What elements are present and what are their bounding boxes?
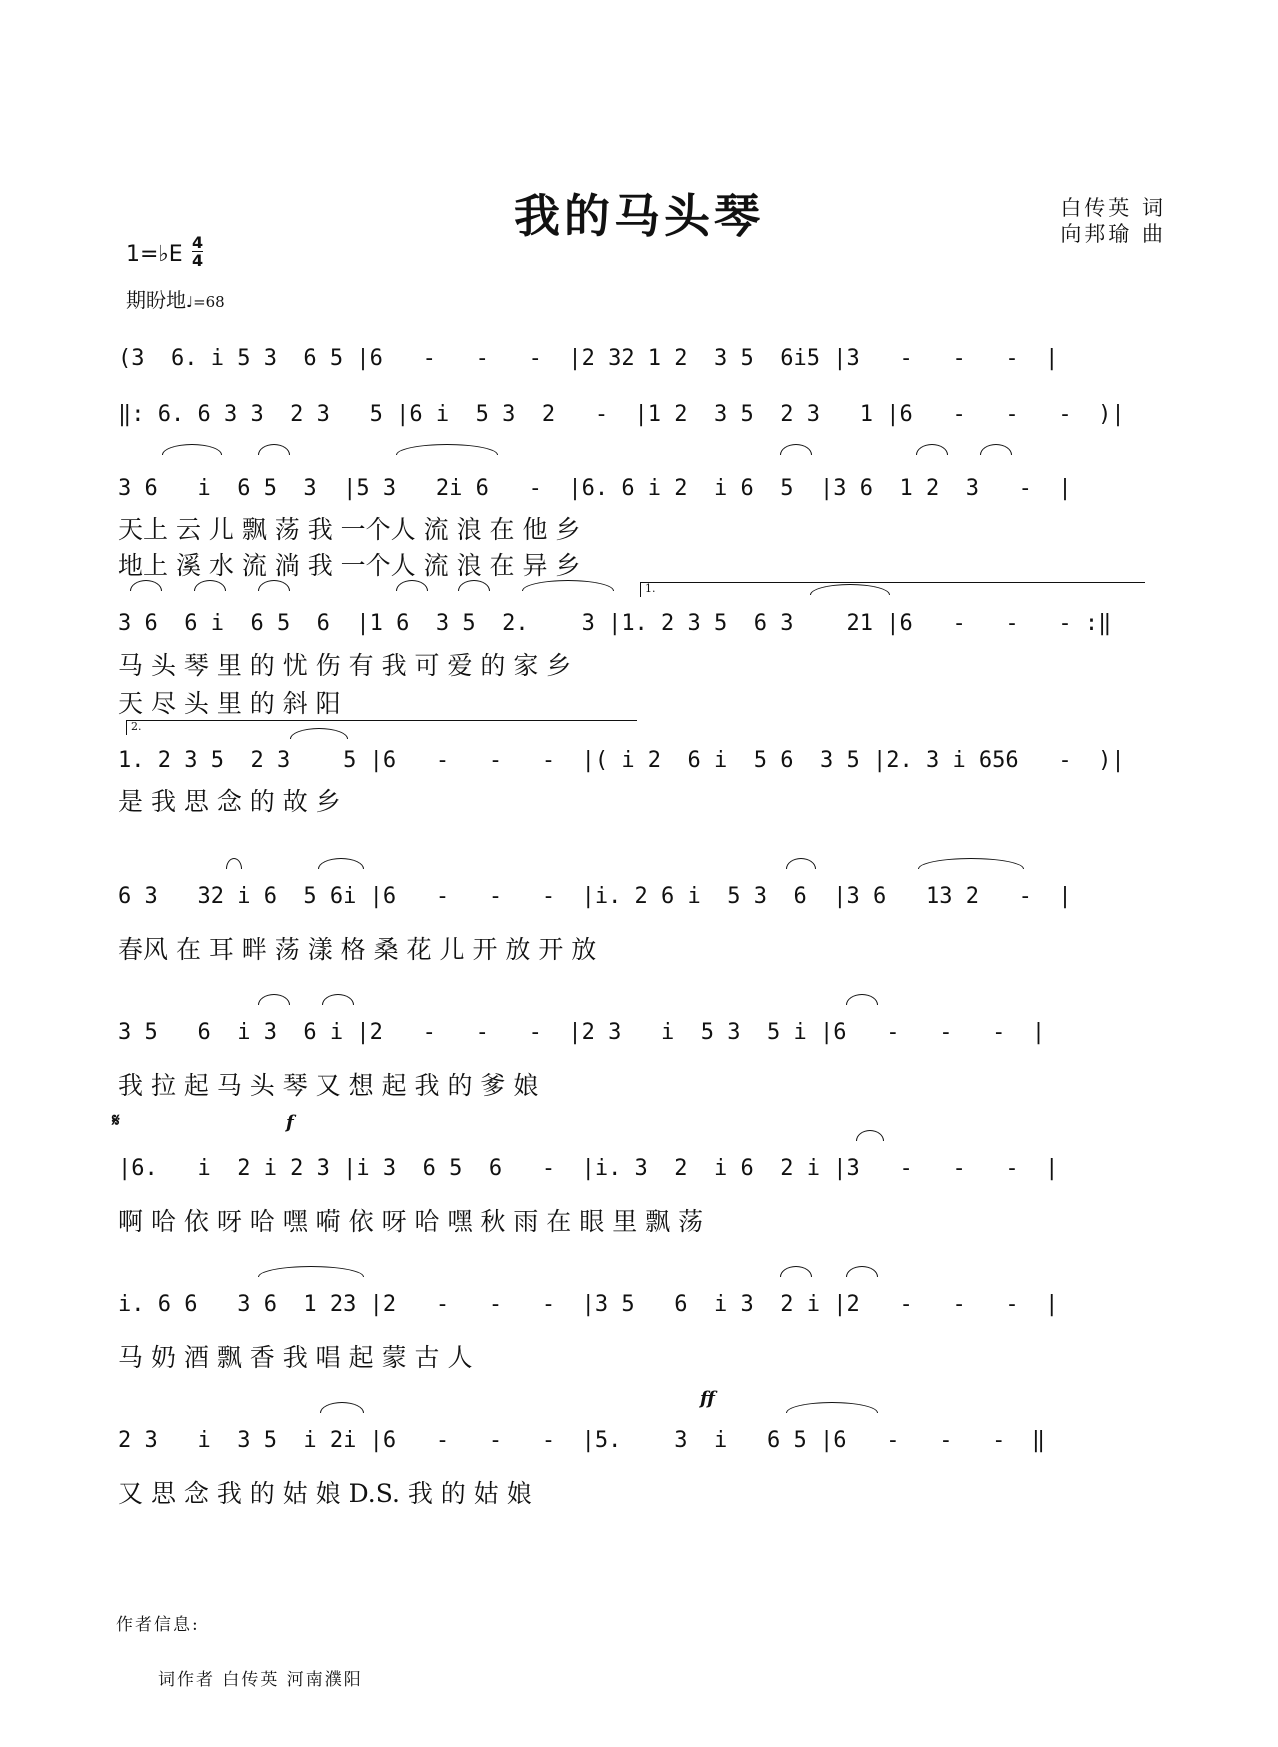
score-line-9: [118, 1286, 1174, 1334]
slur: [258, 994, 290, 1005]
lyric-text: 地上 溪 水 流 淌 我 一个人 流 浪 在 异 乡: [118, 551, 581, 580]
slur: [916, 444, 948, 455]
score-line-7: [118, 1014, 1174, 1062]
lyrics-verse-1: [118, 782, 1178, 816]
score-line-1: [118, 340, 1174, 388]
lyric-text: 啊 哈 依 呀 哈 嘿 嗬 依 呀 哈 嘿 秋 雨 在 眼 里 飘 荡: [118, 1207, 704, 1236]
slur: [396, 444, 498, 455]
slur: [258, 1266, 364, 1277]
lyric-text: 我 拉 起 马 头 琴 又 想 起 我 的 爹 娘: [118, 1071, 539, 1100]
slur: [786, 858, 816, 869]
notes: |6. i 2 i 2 3 |i 3 6 5 6 - |i. 3 2 i 6 2 i |3 - - - |: [118, 1156, 1059, 1181]
author-info-line: 词作者 白传英 河南濮阳: [158, 1670, 363, 1690]
lyrics-verse-1: [118, 930, 1178, 964]
segno-mark: 𝄋: [112, 1110, 120, 1131]
lyric-text: 马 奶 酒 飘 香 我 唱 起 蒙 古 人: [118, 1343, 473, 1372]
slur: [320, 1402, 364, 1413]
slur: [786, 1402, 878, 1413]
slur: [318, 858, 364, 869]
author-info-label: 作者信息:: [116, 1615, 200, 1635]
notes: ‖: 6. 6 3 3 2 3 5 |6 i 5 3 2 - |1 2 3 5 2 3 1 |6 - - - )|: [118, 402, 1125, 427]
score-line-8: [118, 1150, 1174, 1198]
notes: i. 6 6 3 6 1 23 |2 - - - |3 5 6 i 3 2 i |2 - - - |: [118, 1292, 1059, 1317]
notes: (3 6. i 5 3 6 5 |6 - - - |2 32 1 2 3 5 6i5 |3 - - - |: [118, 346, 1059, 371]
slur: [918, 858, 1024, 869]
slur: [780, 1266, 812, 1277]
lyric-text: 马 头 琴 里 的 忧 伤 有 我 可 爱 的 家 乡: [118, 651, 572, 680]
lyrics-verse-1: [118, 1202, 1178, 1236]
lyrics-verse-2: [118, 546, 1178, 580]
volta-2: 2.: [126, 720, 637, 735]
lyric-text: 是 我 思 念 的 故 乡: [118, 787, 341, 816]
notes: 3 5 6 i 3 6 i |2 - - - |2 3 i 5 3 5 i |6 - - - |: [118, 1020, 1046, 1045]
lyrics-verse-2: [118, 684, 1178, 718]
lyric-text: 天 尽 头 里 的 斜 阳: [118, 689, 341, 718]
notes: 2 3 i 3 5 i 2i |6 - - - |5. 3 i 6 5 |6 - - - ‖: [118, 1428, 1046, 1453]
lyricist-credit: 白传英 词: [1060, 196, 1166, 220]
lyrics-verse-1: [118, 646, 1178, 680]
dynamic-forte: f: [286, 1112, 294, 1133]
score-line-6: [118, 878, 1174, 926]
notes: 3 6 6 i 6 5 6 |1 6 3 5 2. 3 |1. 2 3 5 6 3 21 |6 - - - :‖: [118, 611, 1112, 636]
slur: [322, 994, 354, 1005]
score-line-10: [118, 1422, 1174, 1470]
notes: 3 6 i 6 5 3 |5 3 2i 6 - |6. 6 i 2 i 6 5 |3 6 1 2 3 - |: [118, 476, 1072, 501]
slur: [258, 444, 290, 455]
lyrics-verse-1: [118, 1474, 1178, 1508]
slur: [980, 444, 1012, 455]
lyric-text: 天上 云 儿 飘 荡 我 一个人 流 浪 在 他 乡: [118, 515, 581, 544]
page-title: 我的马头琴: [514, 189, 764, 243]
tempo-marking: 期盼地♩=68: [126, 288, 225, 312]
volta-1: 1.: [640, 582, 1145, 597]
composer-credit: 向邦瑜 曲: [1060, 222, 1166, 246]
slur: [846, 1266, 878, 1277]
dynamic-fortissimo: ff: [700, 1388, 715, 1409]
notes: 6 3 32 i 6 5 6i |6 - - - |i. 2 6 i 5 3 6 |3 6 13 2 - |: [118, 884, 1072, 909]
time-signature: 4 4: [192, 233, 204, 270]
lyrics-verse-1: [118, 1338, 1178, 1372]
lyric-text: 春风 在 耳 畔 荡 漾 格 桑 花 儿 开 放 开 放: [118, 935, 597, 964]
slur: [162, 444, 222, 455]
score-line-2: [118, 396, 1174, 444]
slur: [780, 444, 812, 455]
lyric-text: 又 思 念 我 的 姑 娘 D.S. 我 的 姑 娘: [118, 1479, 532, 1508]
notes: 1. 2 3 5 2 3 5 |6 - - - |( i 2 6 i 5 6 3 5 |2. 3 i 656 - )|: [118, 748, 1125, 773]
slur: [226, 858, 242, 869]
lyrics-verse-1: [118, 1066, 1178, 1100]
key-signature: 1=♭E: [126, 242, 183, 267]
slur: [846, 994, 878, 1005]
slur: [856, 1130, 884, 1141]
lyrics-verse-1: [118, 510, 1178, 544]
